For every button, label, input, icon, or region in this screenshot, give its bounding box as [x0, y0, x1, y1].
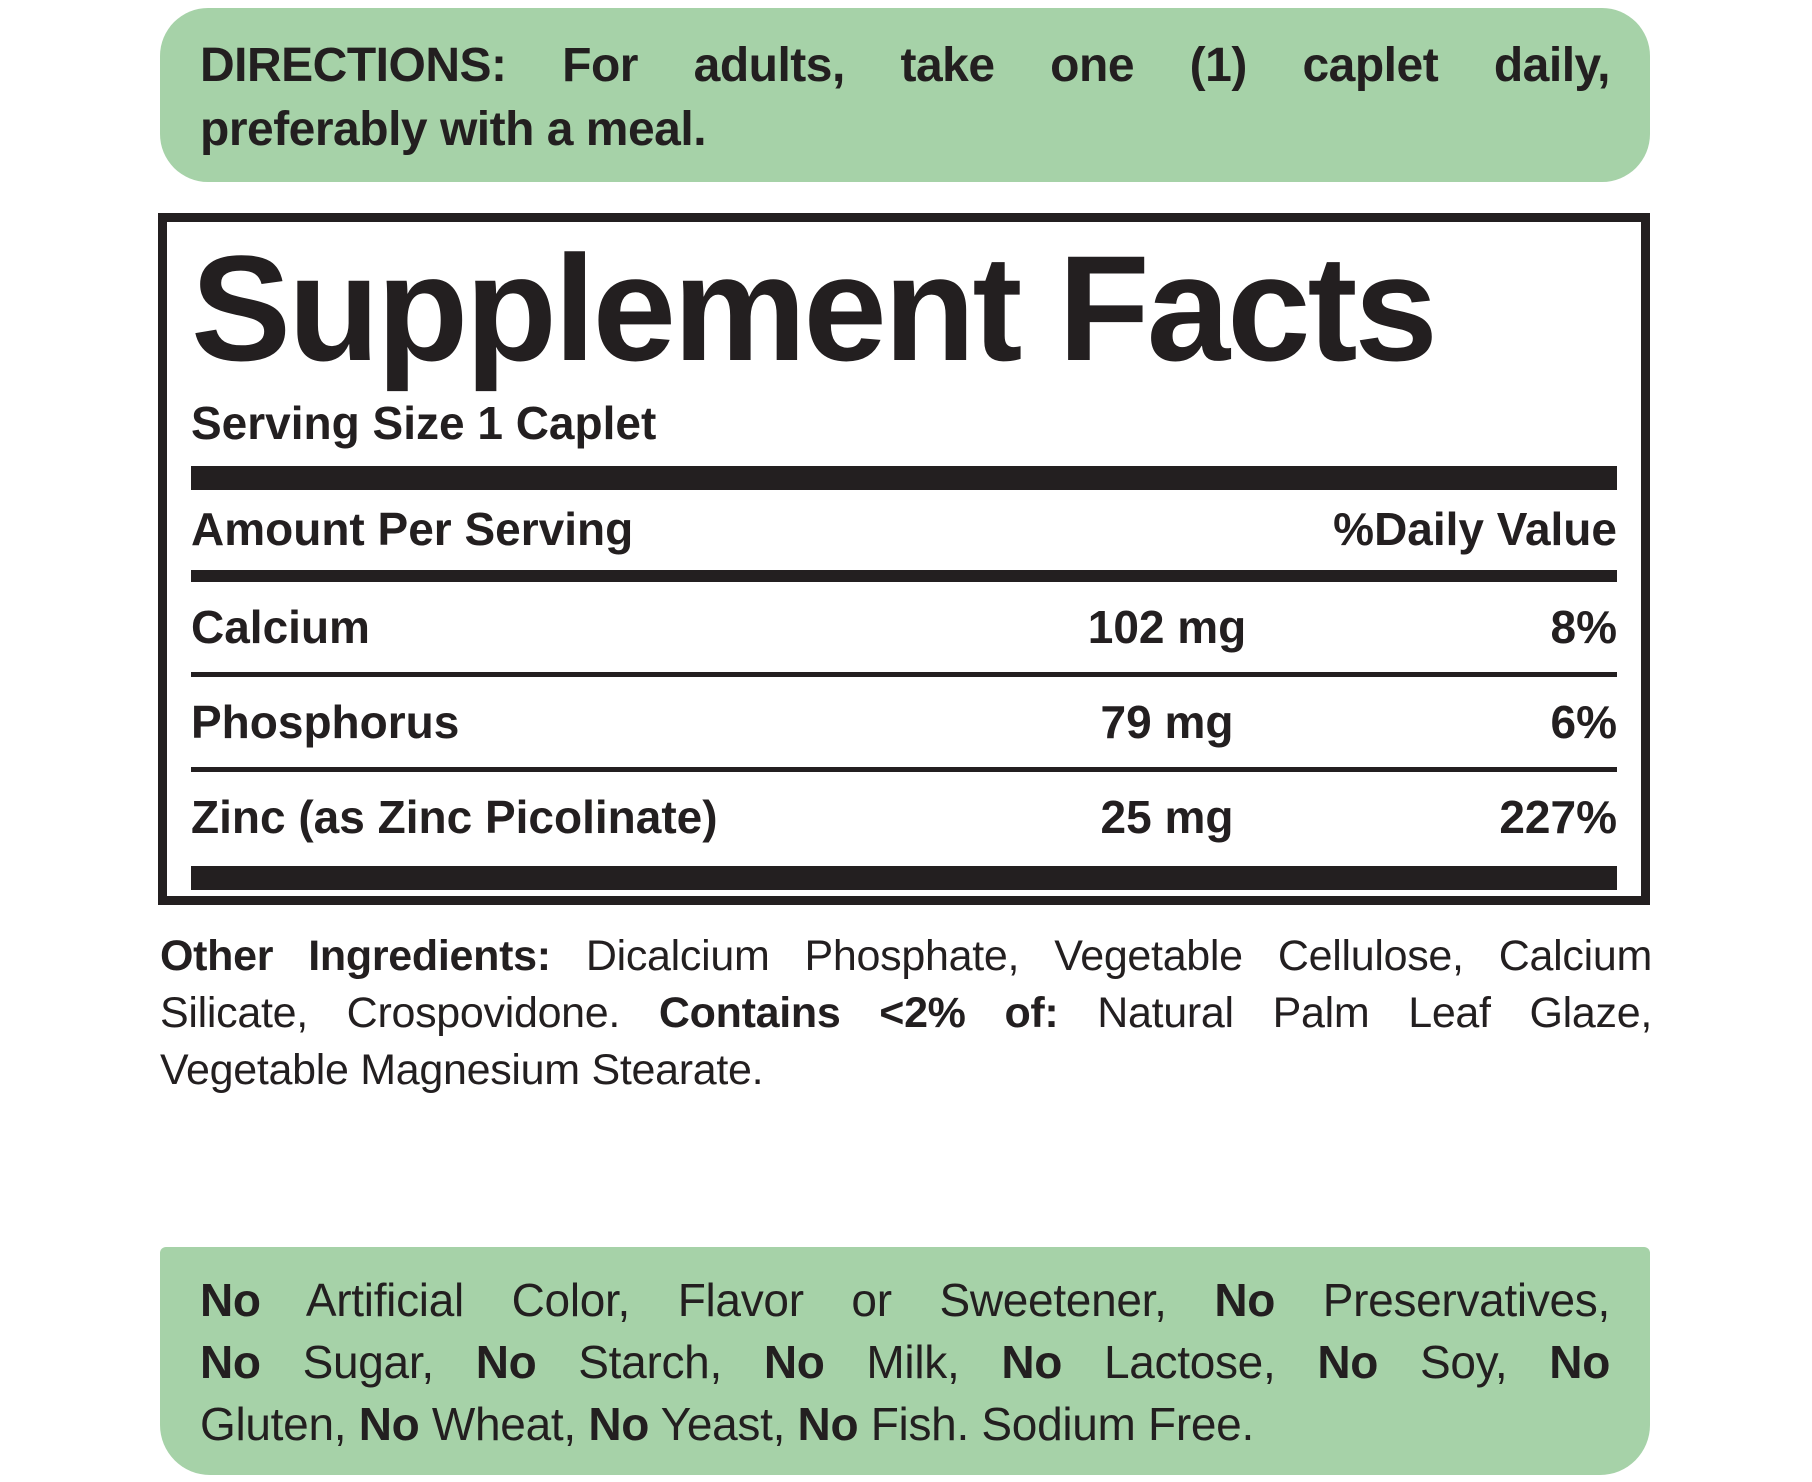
thick-rule-bottom — [191, 866, 1617, 890]
table-row-calcium — [191, 582, 1617, 672]
nutrient-daily-value: 8% — [1550, 601, 1617, 653]
claims-line-1: No Artificial Color, Flavor or Sweetener, No Preservatives, — [200, 1274, 1610, 1326]
directions-box — [160, 8, 1650, 182]
serving-size-text: Serving Size 1 Caplet — [191, 397, 657, 449]
supplement-facts-title: Supplement Facts — [191, 224, 1435, 392]
supplement-facts-panel — [158, 213, 1650, 905]
medium-rule-header — [191, 570, 1617, 582]
thick-rule-top — [191, 466, 1617, 490]
nutrient-amount: 102 mg — [1087, 601, 1247, 653]
claims-line-2: No Sugar, No Starch, No Milk, No Lactose, No Soy, No — [200, 1336, 1610, 1388]
nutrient-name: Zinc (as Zinc Picolinate) — [191, 791, 718, 843]
nutrient-amount: 79 mg — [1100, 696, 1234, 748]
nutrient-amount: 25 mg — [1100, 791, 1234, 843]
other-ingredients-line-3: Vegetable Magnesium Stearate. — [160, 1046, 764, 1094]
table-row-phosphorus — [191, 677, 1617, 767]
table-header-row — [191, 490, 1617, 570]
claims-line-3: Gluten, No Wheat, No Yeast, No Fish. Sodium Free. — [200, 1398, 1254, 1450]
directions-text-line-2: preferably with a meal. — [200, 103, 707, 156]
nutrient-daily-value: 6% — [1550, 696, 1617, 748]
claims-box — [160, 1247, 1650, 1475]
daily-value-label: %Daily Value — [1333, 503, 1617, 555]
other-ingredients-paragraph — [160, 928, 1652, 1099]
nutrient-name: Phosphorus — [191, 696, 460, 748]
nutrient-table — [191, 582, 1617, 862]
nutrient-name: Calcium — [191, 601, 370, 653]
directions-text-line-1: DIRECTIONS: For adults, take one (1) caplet daily, — [200, 39, 1610, 92]
other-ingredients-line-2: Silicate, Crospovidone. Contains <2% of: Natural Palm Leaf Glaze, — [160, 989, 1652, 1037]
other-ingredients-line-1: Other Ingredients: Dicalcium Phosphate, Vegetable Cellulose, Calcium — [160, 932, 1652, 980]
table-row-zinc — [191, 772, 1617, 862]
nutrient-daily-value: 227% — [1499, 791, 1617, 843]
amount-per-serving-label: Amount Per Serving — [191, 503, 634, 555]
